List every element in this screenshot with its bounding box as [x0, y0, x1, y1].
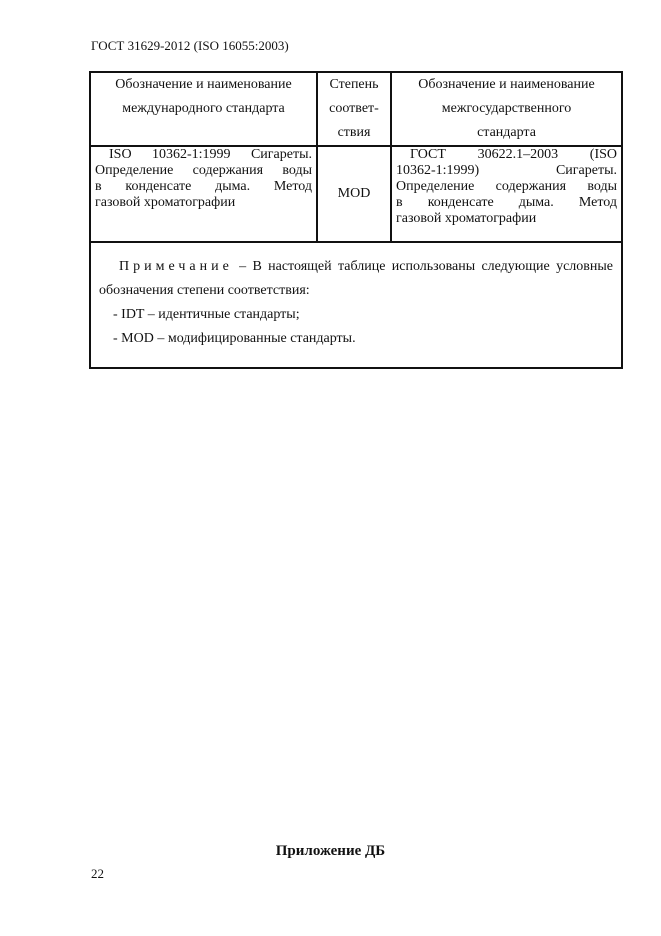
cell-line: газовой хроматографии: [95, 195, 236, 210]
header-interstate-standard: [391, 72, 622, 146]
cell-interstate-standard: [391, 146, 622, 242]
correspondence-table: [89, 71, 623, 369]
cell-line: газовой хроматографии: [396, 211, 537, 226]
header-line: Обозначение и наименование: [115, 77, 292, 92]
table-note-row: [90, 242, 622, 368]
header-line: соответ-: [329, 101, 379, 116]
table-note: [90, 242, 622, 368]
appendix-title: Приложение ДБ: [275, 843, 386, 859]
note-text-cont: обозначения степени соответствия:: [99, 283, 310, 298]
table-row: [90, 146, 622, 242]
note-label: Примечание: [119, 259, 233, 274]
cell-line: 10362-1:1999) Сигареты.: [396, 163, 617, 178]
header-degree: [317, 72, 391, 146]
cell-line: Определение содержания воды: [396, 179, 617, 194]
cell-intl-standard: [90, 146, 317, 242]
note-item-idt: - IDT – идентичные стандарты;: [113, 307, 300, 322]
header-line: межгосударственного: [441, 101, 572, 116]
cell-line: в конденсате дыма. Метод: [95, 179, 312, 194]
cell-line: ISO 10362-1:1999 Сигареты.: [109, 147, 312, 162]
cell-line: Определение содержания воды: [95, 163, 312, 178]
page-number: 22: [91, 866, 104, 881]
header-line: Степень: [329, 77, 379, 92]
header-line: международного стандарта: [122, 101, 285, 116]
header-intl-standard: [90, 72, 317, 146]
cell-line: в конденсате дыма. Метод: [396, 195, 617, 210]
header-line: стандарта: [477, 125, 536, 140]
cell-degree: MOD: [317, 146, 391, 242]
cell-line: ГОСТ 30622.1–2003 (ISO: [410, 147, 617, 162]
header-line: Обозначение и наименование: [418, 77, 595, 92]
header-line: ствия: [337, 125, 371, 140]
note-text: – В настоящей таблице использованы следующие условные: [232, 259, 613, 274]
table-header-row: [90, 72, 622, 146]
note-item-mod: - MOD – модифицированные стандарты.: [113, 331, 356, 346]
document-header: ГОСТ 31629-2012 (ISO 16055:2003): [91, 38, 289, 53]
